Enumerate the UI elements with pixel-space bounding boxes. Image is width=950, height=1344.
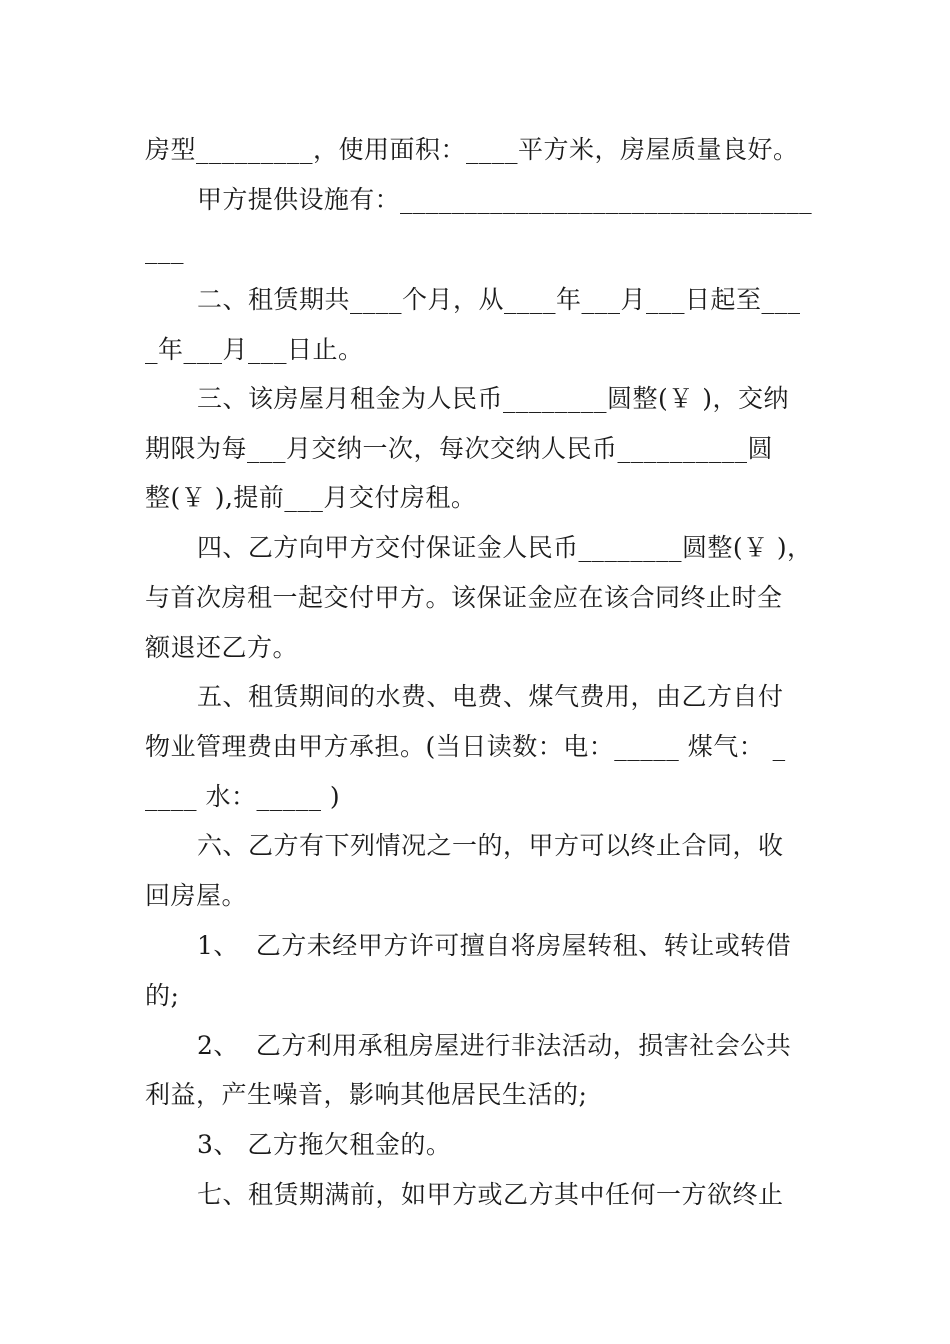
paragraph-line: 与首次房租一起交付甲方。该保证金应在该合同终止时全 (145, 583, 783, 612)
paragraph-line: 三、该房屋月租金为人民币________圆整(￥ )，交纳 (197, 384, 789, 413)
paragraph-line: ____ 水：_____ ) (145, 782, 341, 811)
paragraph-line: 回房屋。 (145, 881, 248, 910)
list-item-line: 2、 乙方利用承租房屋进行非法活动，损害社会公共 (197, 1031, 792, 1060)
list-item-line: 的; (145, 981, 180, 1010)
paragraph-line: 物业管理费由甲方承担。(当日读数：电：_____ 煤气： _ (145, 732, 786, 761)
paragraph-line: 房型_________，使用面积：____平方米，房屋质量良好。 (145, 135, 799, 164)
paragraph-line: 二、租赁期共____个月，从____年___月___日起至___ (197, 285, 801, 314)
paragraph-line: ___ (145, 235, 184, 264)
paragraph-line: 期限为每___月交纳一次，每次交纳人民币__________圆 (145, 434, 774, 463)
paragraph-line: 甲方提供设施有：________________________________ (197, 185, 813, 214)
list-item-line: 3、 乙方拖欠租金的。 (197, 1130, 452, 1159)
list-item-line: 1、 乙方未经甲方许可擅自将房屋转租、转让或转借 (197, 931, 792, 960)
paragraph-line: 四、乙方向甲方交付保证金人民币________圆整(￥ )， (197, 533, 813, 562)
paragraph-line: _年___月___日止。 (145, 335, 364, 364)
paragraph-line: 六、乙方有下列情况之一的，甲方可以终止合同，收 (197, 831, 784, 860)
list-item-line: 利益，产生噪音，影响其他居民生活的; (145, 1080, 588, 1109)
paragraph-line: 七、租赁期满前，如甲方或乙方其中任何一方欲终止 (197, 1180, 784, 1209)
paragraph-line: 额退还乙方。 (145, 633, 299, 662)
paragraph-line: 五、租赁期间的水费、电费、煤气费用，由乙方自付 (197, 682, 784, 711)
paragraph-line: 整(￥ ),提前___月交付房租。 (145, 483, 477, 512)
